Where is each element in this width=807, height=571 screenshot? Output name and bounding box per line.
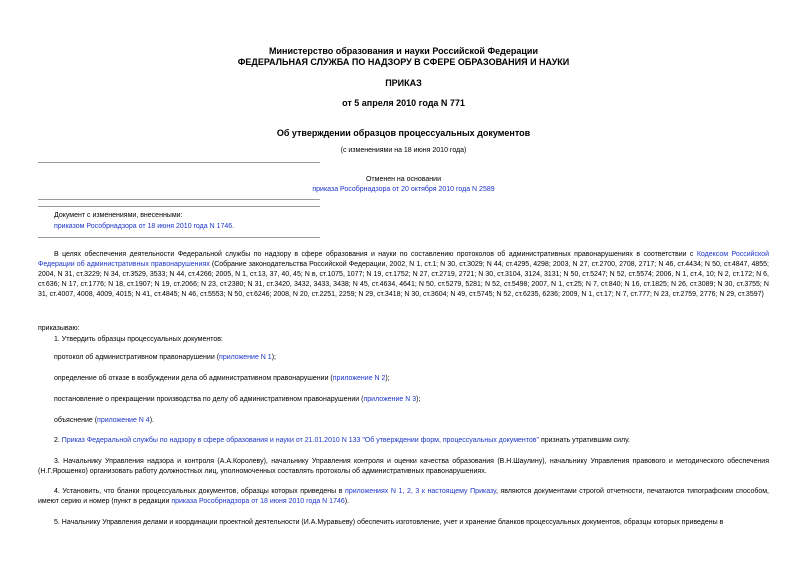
ministry-name: Министерство образования и науки Российской Федерации bbox=[269, 46, 538, 56]
sub-item-3 bbox=[38, 395, 769, 405]
item-4 bbox=[38, 487, 769, 507]
sub-item-4-end: ). bbox=[149, 417, 154, 424]
sub-item-2 bbox=[38, 374, 769, 384]
item-3: 3. Начальнику Управления надзора и контроля (А.А.Королеву), начальнику Управления контроля и оценки качества образования (В.Н.Шаулину), начальнику Управления правового и методического обеспечения (Н.Г.Ярошенко) организовать работу должностных лиц, уполномоченных составлять протоколы об административных правонарушениях. bbox=[38, 458, 769, 475]
sub-item-1-text: протокол об административном правонарушении ( bbox=[54, 354, 220, 361]
item-2-number: 2. bbox=[54, 437, 62, 444]
sub-item-4-text: объяснение ( bbox=[54, 417, 98, 424]
order-133-link[interactable]: Приказ Федеральной службы по надзору в сфере образования и науки от 21.01.2010 N 133 "Об утверждении форм, процессуальных документов" bbox=[61, 437, 539, 444]
doc-date-number: от 5 апреля 2010 года N 771 bbox=[342, 98, 465, 108]
appendix-4-link[interactable]: приложение N 4 bbox=[97, 417, 150, 424]
item-2 bbox=[38, 436, 769, 446]
appendix-2-link[interactable]: приложение N 2 bbox=[332, 375, 386, 382]
divider bbox=[38, 237, 320, 238]
repeal-link[interactable]: приказа Рособрнадзора от 20 октября 2010 года N 2589 bbox=[312, 186, 495, 193]
orders-word: приказываю: bbox=[38, 325, 80, 332]
divider bbox=[38, 206, 320, 207]
sub-item-2-text: определение об отказе в возбуждении дела об административном правонарушении ( bbox=[54, 375, 333, 382]
item-4-end: ). bbox=[344, 498, 350, 505]
repeal-label: Отменен на основании bbox=[365, 176, 441, 183]
sub-item-4 bbox=[38, 416, 769, 426]
appendix-1-link[interactable]: приложение N 1 bbox=[219, 354, 272, 361]
divider bbox=[38, 199, 320, 200]
doc-type: ПРИКАЗ bbox=[385, 78, 422, 88]
preamble-paragraph bbox=[38, 250, 769, 300]
amendments-link[interactable]: приказом Рособрнадзора от 18 июня 2010 года N 1746. bbox=[54, 223, 235, 230]
sub-item-3-end: ); bbox=[416, 396, 421, 403]
item-4-mid: , являются документами строгой отчетности, печатаются типографским способом, имеют серию и номер (пункт в редакции bbox=[38, 488, 770, 505]
sub-item-1-end: ); bbox=[271, 354, 276, 361]
order-1746-link[interactable]: приказа Рособрнадзора от 18 июня 2010 года N 1746 bbox=[171, 498, 345, 505]
changes-note: (с изменениями на 18 июня 2010 года) bbox=[340, 147, 467, 154]
appendix-3-link[interactable]: приложение N 3 bbox=[363, 396, 417, 403]
sub-item-3-text: постановление о прекращении производства по делу об административном правонарушении ( bbox=[54, 396, 364, 403]
preamble-text: В целях обеспечения деятельности Федеральной службы по надзору в сфере образования и науки по составлению протоколов об административных правонарушениях в соответствии с bbox=[54, 251, 697, 258]
divider bbox=[38, 162, 320, 163]
sub-item-2-end: ); bbox=[385, 375, 390, 382]
appendices-link[interactable]: приложениях N 1, 2, 3 к настоящему Приказу bbox=[345, 488, 496, 495]
service-name: ФЕДЕРАЛЬНАЯ СЛУЖБА ПО НАДЗОРУ В СФЕРЕ ОБРАЗОВАНИЯ И НАУКИ bbox=[237, 57, 570, 67]
doc-title: Об утверждении образцов процессуальных документов bbox=[276, 128, 531, 138]
item-4-text: 4. Установить, что бланки процессуальных документов, образцы которых приведены в bbox=[54, 488, 346, 495]
preamble-citations: (Собрание законодательства Российской Федерации, 2002, N 1, ст.1; N 30, ст.3029; N 44, ст.4295, 4298; 2003, N 27, ст.2700, 2708, 2717; N 46, ст.4434; N 50, ст.4847, 4855; 2004, N 31, ст.3229; N 34, ст.3529, 3533; N 44, ст.4266; 2005, N 1, ст.13, 37, 40, 45; N в, ст.1075, 1077; N 19, ст.1752; N 27, ст.2719, 2721; N 30, ст.3104, 3124, 3131; N 50, ст.5247; N 52, ст.5574; 2006, N 1, ст.4, 10; N 2, ст.172; N 6, ст.636; N 17, ст.1776; N 18, ст.1907; N 19, ст.2066; N 23, ст.2380; N 31, ст.3420, 3432, 3433, 3438; N 45, ст.4634, 4641; N 50, ст.5279, 5281; N 52, ст.5498; 2007, N 1, ст.25; N 7, ст.840; N 16, ст.1825; N 26, ст.3089; N 30, ст.3755; N 31, ст.4007, 4008, 4009, 4015; N 41, ст.4845; N 46, ст.5553; N 50, ст.6246; 2008, N 20, ст.2251, 2259; N 29, ст.3418; N 30, ст.3604; N 49, ст.5745; N 52, ст.6235, 6236; 2009, N 1, ст.17; N 7, ст.777; N 23, ст.2759, 2776; N 29, ст.3597) bbox=[38, 261, 769, 298]
item-1: 1. Утвердить образцы процессуальных документов: bbox=[54, 336, 223, 343]
item-5: 5. Начальнику Управления делами и координации проектной деятельности (И.А.Муравьеву) обеспечить изготовление, учет и хранение бланков процессуальных документов, образцы которых приведены в bbox=[54, 519, 724, 526]
sub-item-1 bbox=[38, 353, 769, 363]
item-2-end: признать утратившим силу. bbox=[539, 437, 630, 444]
amendments-label: Документ с изменениями, внесенными: bbox=[54, 212, 183, 219]
koap-link[interactable]: Кодексом Российской Федерации об административных правонарушениях bbox=[38, 251, 769, 268]
